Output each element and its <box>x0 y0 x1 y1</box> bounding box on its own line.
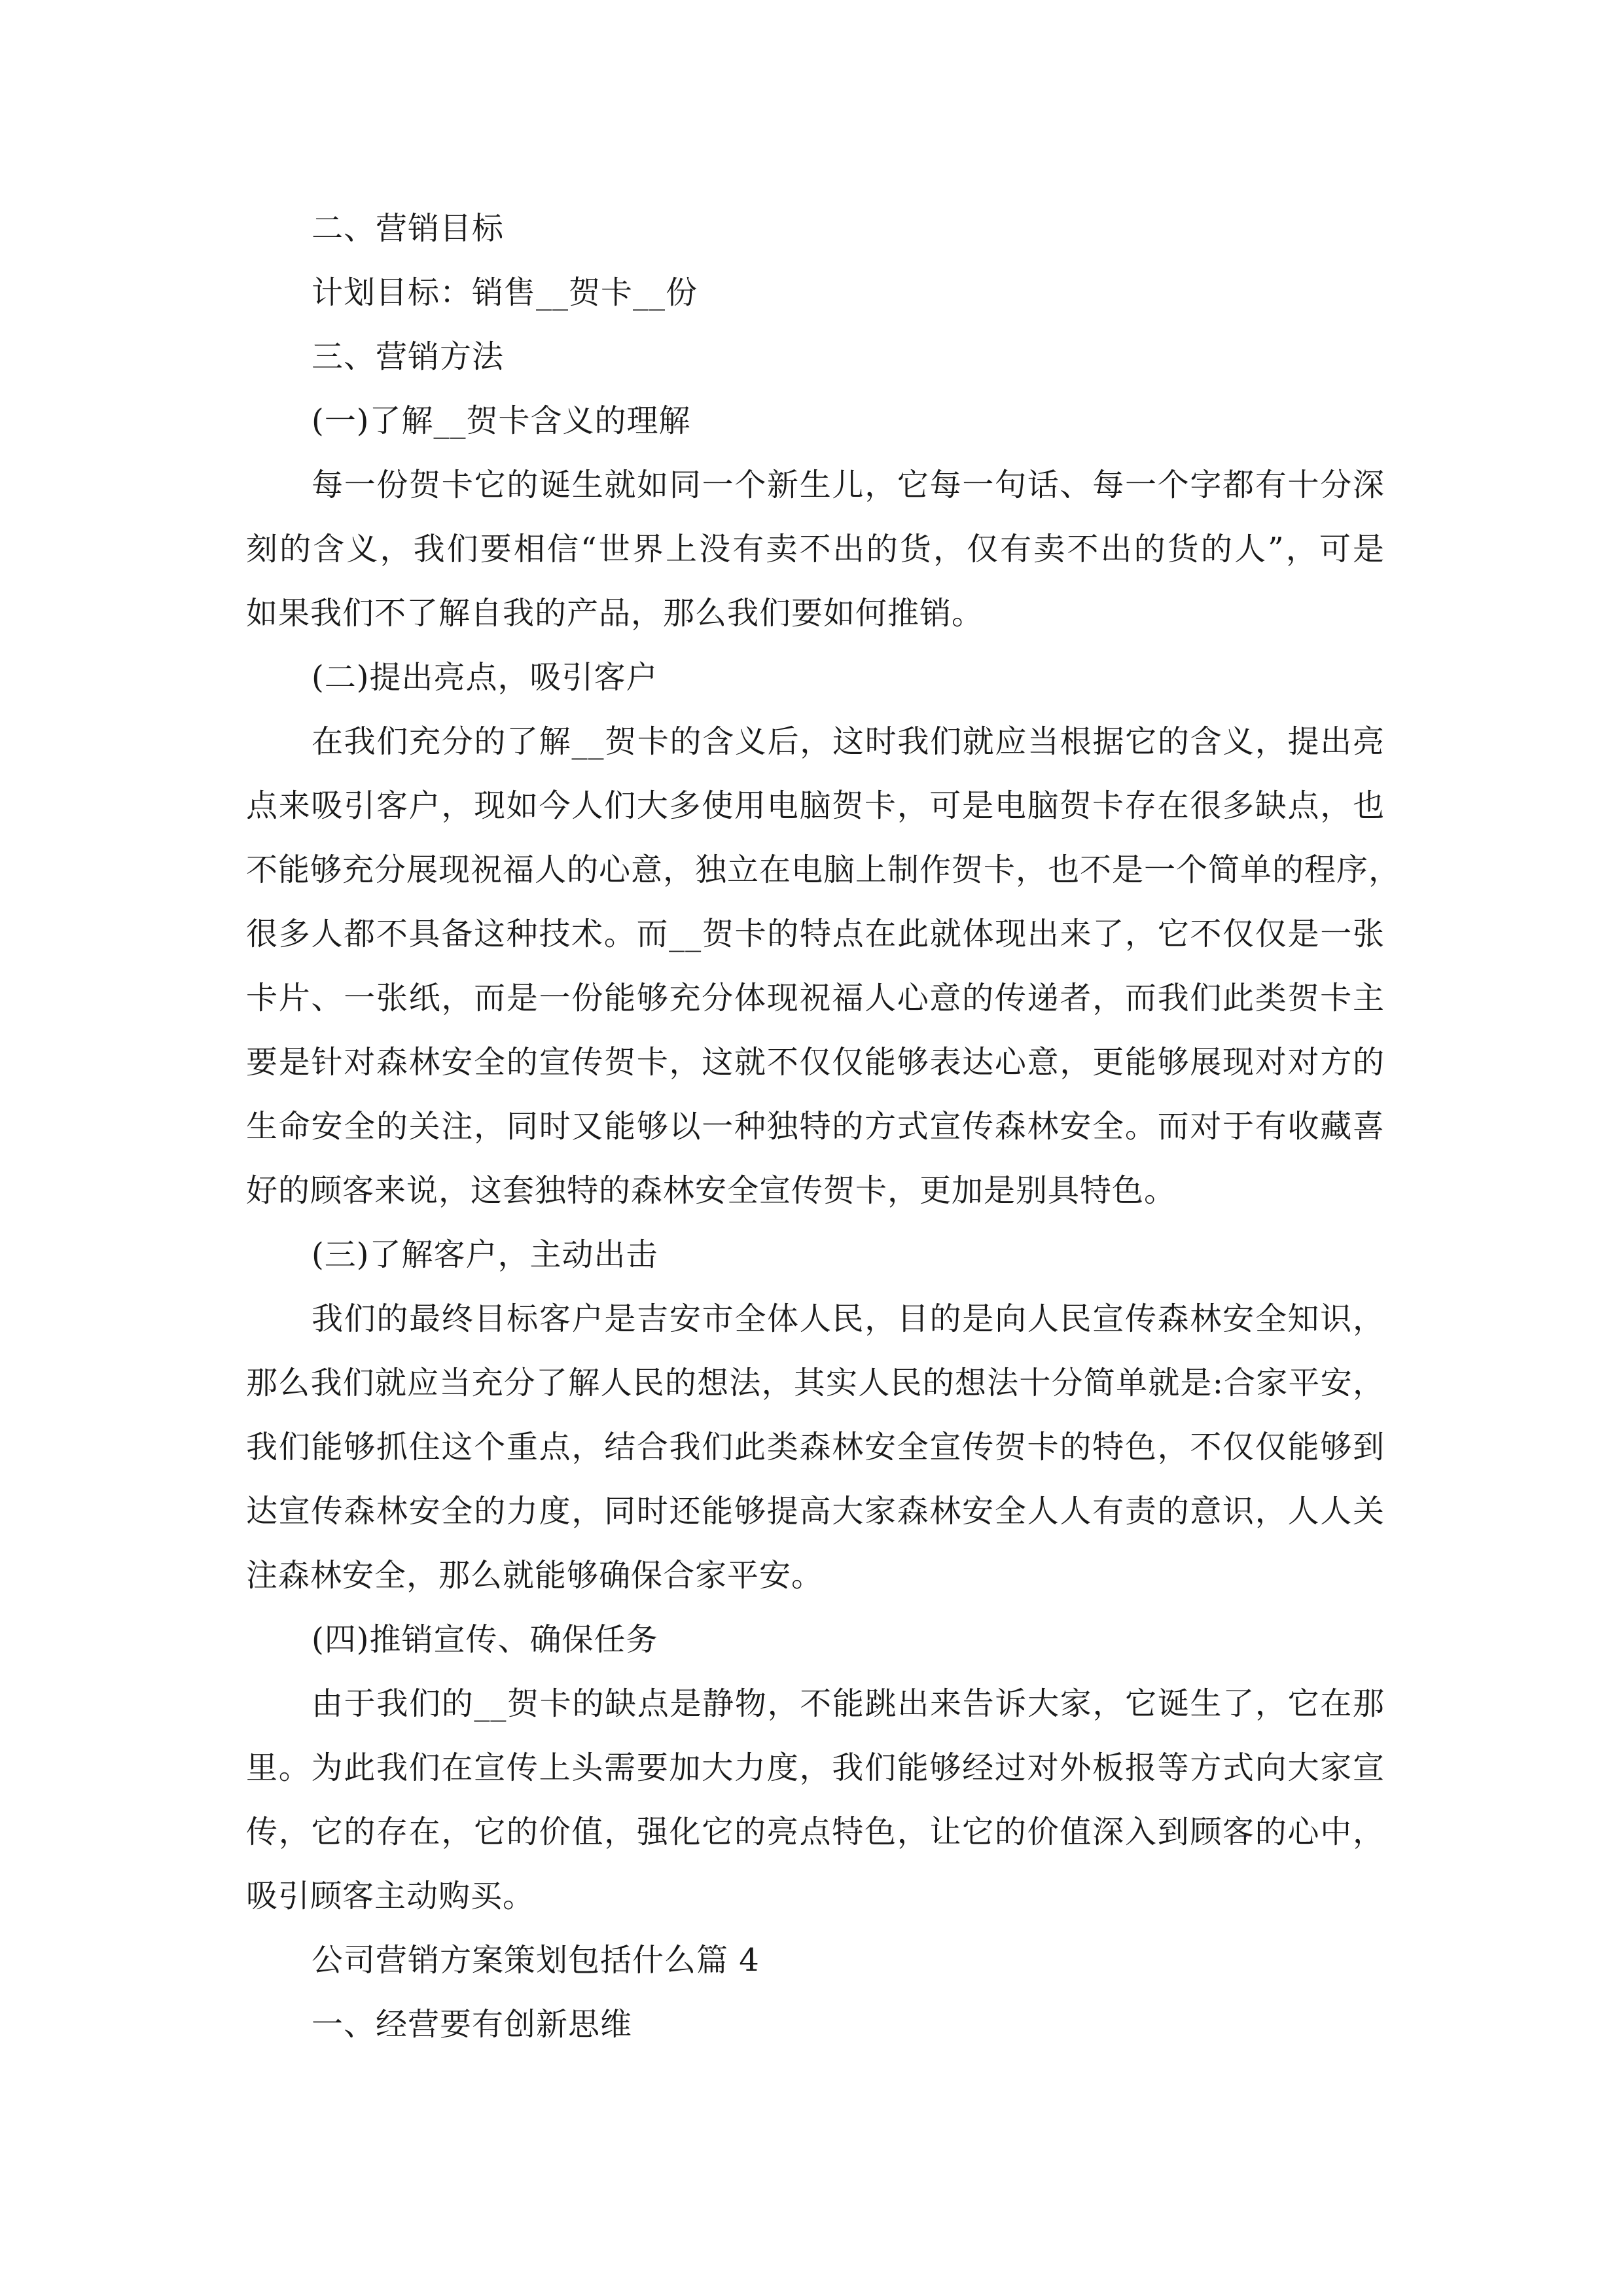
paragraph-highlights <box>246 709 1401 1223</box>
article-title-part-4: 公司营销方案策划包括什么篇 4 <box>312 1942 760 1979</box>
section-heading-marketing-goal: 二、营销目标 <box>312 210 505 247</box>
paragraph-line: 如果我们不了解自我的产品，那么我们要如何推销。 <box>246 595 984 632</box>
paragraph-line: 里。为此我们在宣传上头需要加大力度，我们能够经过对外板报等方式向大家宣 <box>246 1749 1385 1786</box>
paragraph-line: 刻的含义，我们要相信“世界上没有卖不出的货，仅有卖不出的货的人”，可是 <box>246 531 1385 567</box>
section-heading-innovative-thinking: 一、经营要有创新思维 <box>312 2006 633 2043</box>
paragraph-line: 达宣传森林安全的力度，同时还能够提高大家森林安全人人有责的意识，人人关 <box>246 1493 1385 1530</box>
paragraph-line: 我们能够抓住这个重点，结合我们此类森林安全宣传贺卡的特色，不仅仅能够到 <box>246 1429 1385 1465</box>
paragraph-line: 很多人都不具备这种技术。而__贺卡的特点在此就体现出来了，它不仅仅是一张 <box>246 916 1385 952</box>
paragraph-line: 注森林安全，那么就能够确保合家平安。 <box>246 1557 824 1594</box>
paragraph-line: 好的顾客来说，这套独特的森林安全宣传贺卡，更加是别具特色。 <box>246 1172 1177 1209</box>
paragraph-line: 那么我们就应当充分了解人民的想法，其实人民的想法十分简单就是:合家平安， <box>246 1365 1385 1401</box>
subheading-understand-customers: (三)了解客户，主动出击 <box>312 1236 658 1273</box>
document-body <box>246 196 1401 2056</box>
paragraph-promotion <box>246 1672 1385 1928</box>
paragraph-line: 点来吸引客户，现如今人们大多使用电脑贺卡，可是电脑贺卡存在很多缺点，也 <box>246 787 1385 824</box>
subheading-highlights: (二)提出亮点，吸引客户 <box>312 659 658 696</box>
paragraph-line: 在我们充分的了解__贺卡的含义后，这时我们就应当根据它的含义，提出亮 <box>312 723 1385 760</box>
subheading-understand-card: (一)了解__贺卡含义的理解 <box>312 403 691 439</box>
paragraph-line: 生命安全的关注，同时又能够以一种独特的方式宣传森林安全。而对于有收藏喜 <box>246 1108 1385 1145</box>
paragraph-line: 由于我们的__贺卡的缺点是静物，不能跳出来告诉大家，它诞生了，它在那 <box>312 1685 1385 1722</box>
paragraph-line: 我们的最终目标客户是吉安市全体人民，目的是向人民宣传森林安全知识， <box>312 1300 1385 1337</box>
paragraph-line: 传，它的存在，它的价值，强化它的亮点特色，让它的价值深入到顾客的心中， <box>246 1814 1385 1850</box>
paragraph-line: 卡片、一张纸，而是一份能够充分体现祝福人心意的传递者，而我们此类贺卡主 <box>246 980 1385 1016</box>
paragraph-line: 吸引顾客主动购买。 <box>246 1878 535 1914</box>
plan-target-line: 计划目标：销售__贺卡__份 <box>312 274 698 311</box>
section-heading-marketing-method: 三、营销方法 <box>312 338 505 375</box>
paragraph-line: 要是针对森林安全的宣传贺卡，这就不仅仅能够表达心意，更能够展现对对方的 <box>246 1044 1385 1081</box>
paragraph-line: 不能够充分展现祝福人的心意，独立在电脑上制作贺卡，也不是一个简单的程序， <box>246 852 1401 888</box>
paragraph-line: 每一份贺卡它的诞生就如同一个新生儿，它每一句话、每一个字都有十分深 <box>312 467 1385 503</box>
subheading-promotion: (四)推销宣传、确保任务 <box>312 1621 658 1658</box>
paragraph-card-meaning <box>246 453 1385 645</box>
paragraph-customers <box>246 1287 1385 1607</box>
